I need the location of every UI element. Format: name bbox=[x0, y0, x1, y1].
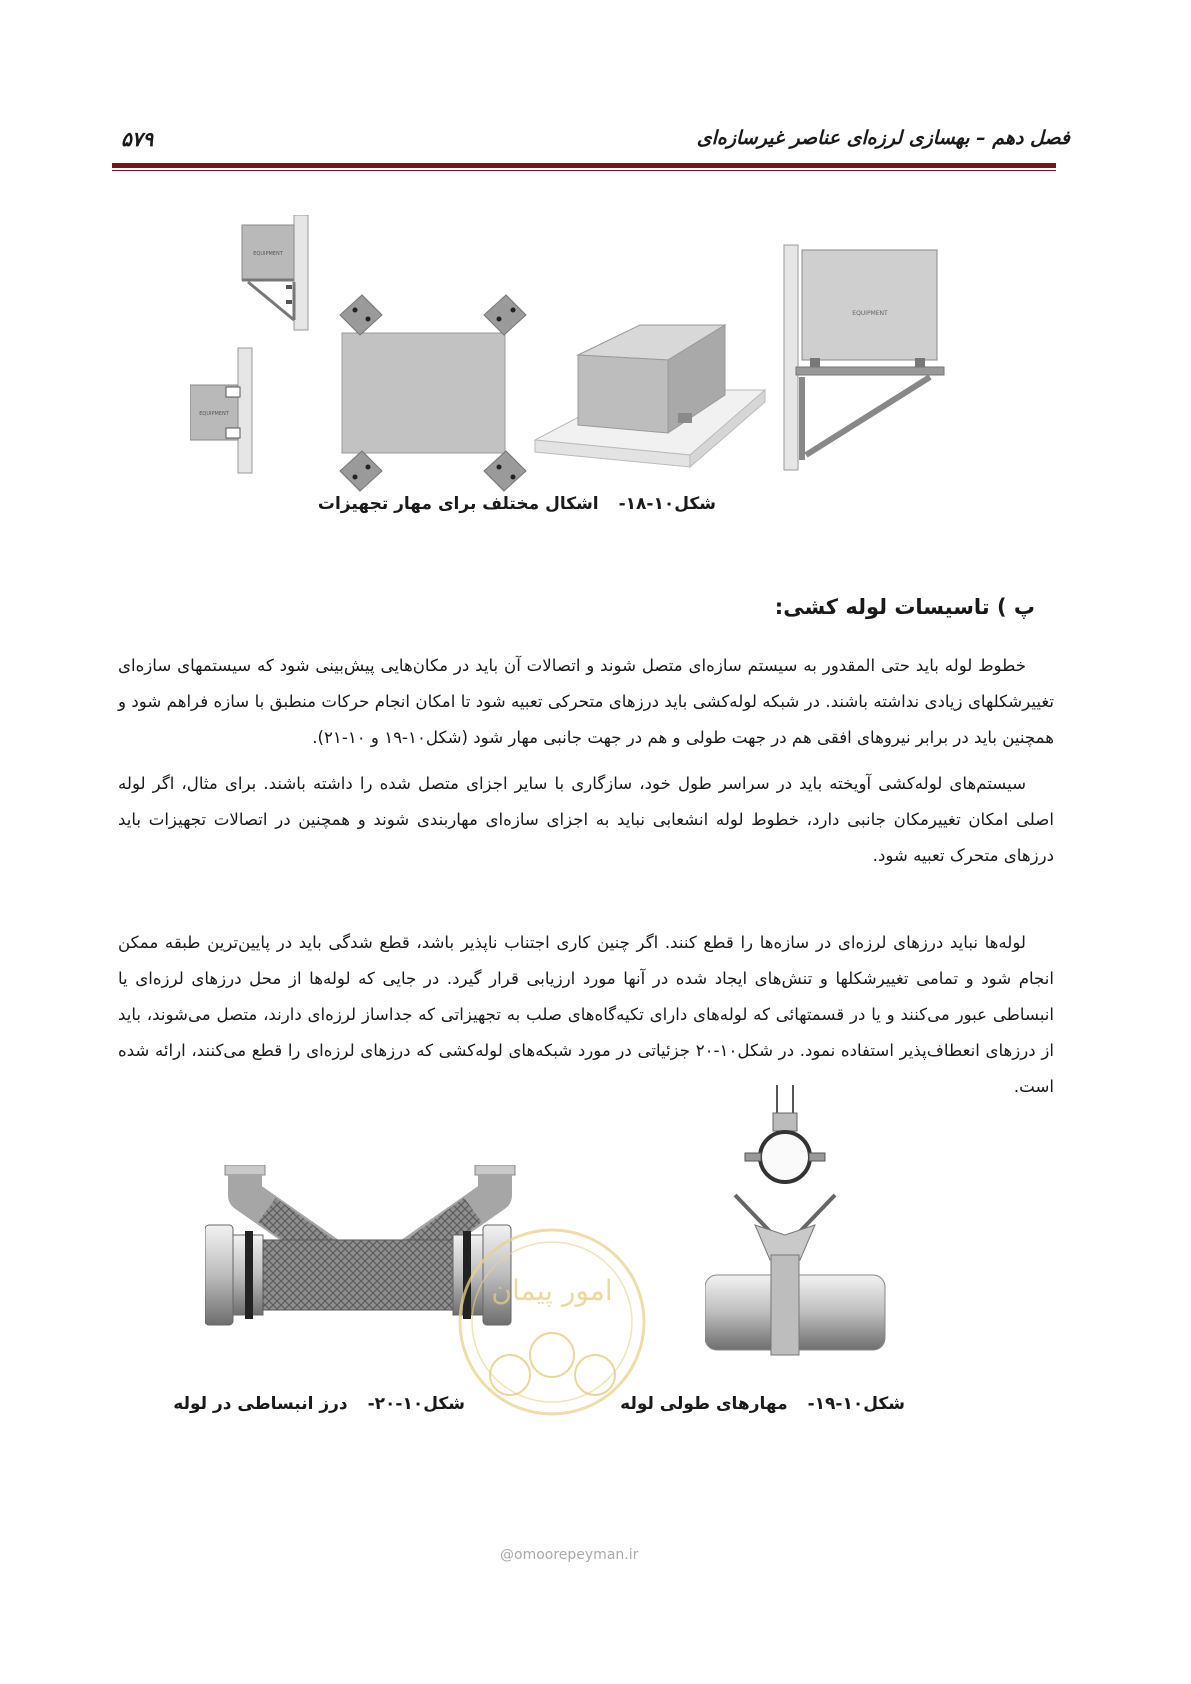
watermark-logo bbox=[455, 1225, 650, 1420]
equipment-label-small: EQUIPMENT bbox=[253, 251, 283, 257]
figure-18-caption-text: اشکال مختلف برای مهار تجهیزات bbox=[317, 494, 599, 514]
figure-20-caption-text: درز انبساطی در لوله bbox=[173, 1394, 348, 1414]
figure-18-caption-number: شکل۱۰-۱۸- bbox=[618, 494, 716, 514]
wall-clip-equipment-drawing bbox=[190, 348, 252, 473]
equipment-label-large: EQUIPMENT bbox=[852, 310, 888, 317]
watermark-url: @omoorepeyman.ir bbox=[500, 1547, 639, 1563]
figure-19-caption-number: شکل۱۰-۱۹- bbox=[807, 1394, 905, 1414]
figure-18-caption bbox=[318, 494, 716, 514]
figure-20-caption bbox=[173, 1394, 465, 1414]
pipe-brace-restraint-drawing bbox=[705, 1195, 885, 1355]
paragraph-1: خطوط لوله باید حتی المقدور به سیستم سازه‌ای متصل شوند و اتصالات آن باید در مکان‌هایی پیش‌بینی شود که سیستمهای سازه‌ای تغییرشکلهای زیادی نداشته باشند. در شبکه لوله‌کشی باید درزهای متحرکی تعبیه شود تا امکان انجام حرکات منطبق با سازه فراهم شود و همچنین باید در برابر نیروهای افقی هم در جهت طولی و هم در جهت جانبی مهار شود (شکل۱۰-۱۹ و ۱۰-۲۱). bbox=[118, 656, 1054, 747]
paragraph-2: سیستم‌های لوله‌کشی آویخته باید در سراسر طول خود، سازگاری با سایر اجزای متصل شده را داشته باشند. برای مثال، اگر لوله اصلی امکان تغییرمکان جانبی دارد، خطوط لوله انشعابی نباید به اجزای سازه‌ای مهاربندی شوند و همچنین در اتصالات تجهیزات باید درزهای متحرک تعبیه شود. bbox=[118, 774, 1054, 865]
figure-19-caption-text: مهارهای طولی لوله bbox=[620, 1394, 788, 1414]
equipment-label-small-2: EQUIPMENT bbox=[199, 411, 229, 417]
pipe-hanger-clamp-drawing bbox=[745, 1085, 825, 1182]
wall-bracket-equipment-drawing bbox=[242, 215, 308, 330]
header-rule-thin bbox=[112, 170, 1056, 171]
figure-19-illustration bbox=[705, 1085, 895, 1370]
watermark-logo-text: امور پیمان bbox=[491, 1274, 613, 1307]
section-heading: پ ) تاسیسات لوله کشی: bbox=[774, 595, 1035, 619]
figure-18-illustration bbox=[190, 215, 970, 510]
isometric-equipment-on-slab-drawing bbox=[535, 325, 765, 467]
figure-20-caption-number: شکل۱۰-۲۰- bbox=[367, 1394, 465, 1414]
side-view-equipment-bracket-drawing bbox=[784, 245, 944, 470]
page-number: ۵۷۹ bbox=[121, 127, 154, 151]
figure-19-caption bbox=[620, 1394, 905, 1414]
paragraph-3: لوله‌ها نباید درزهای لرزه‌ای در سازه‌ها را قطع کنند. اگر چنین کاری اجتناب ناپذیر باشد، قطع شدگی باید در پایین‌ترین طبقه ممکن انجام شود و تمامی تغییرشکلها و تنش‌های ایجاد شده در آنها مورد ارزیابی قرار گیرد. در جایی که لوله‌ها از محل درزهای لرزه‌ای یا انبساطی عبور می‌کنند و یا در قسمتهائی که لوله‌های دارای تکیه‌گاه‌های صلب به تجهیزاتی که جداساز لرزه‌ای دارند، متصل می‌شوند، باید از درزهای انعطاف‌پذیر استفاده نمود. در شکل۱۰-۲۰ جزئیاتی در مورد شبکه‌های لوله‌کشی که درزهای لرزه‌ای را قطع می‌کنند، ارائه شده است. bbox=[118, 933, 1054, 1096]
header-rule bbox=[112, 163, 1056, 168]
plan-view-anchor-plate-drawing bbox=[340, 295, 526, 491]
chapter-title: فصل دهم – بهسازی لرزه‌ای عناصر غیرسازه‌ای bbox=[696, 127, 1070, 149]
